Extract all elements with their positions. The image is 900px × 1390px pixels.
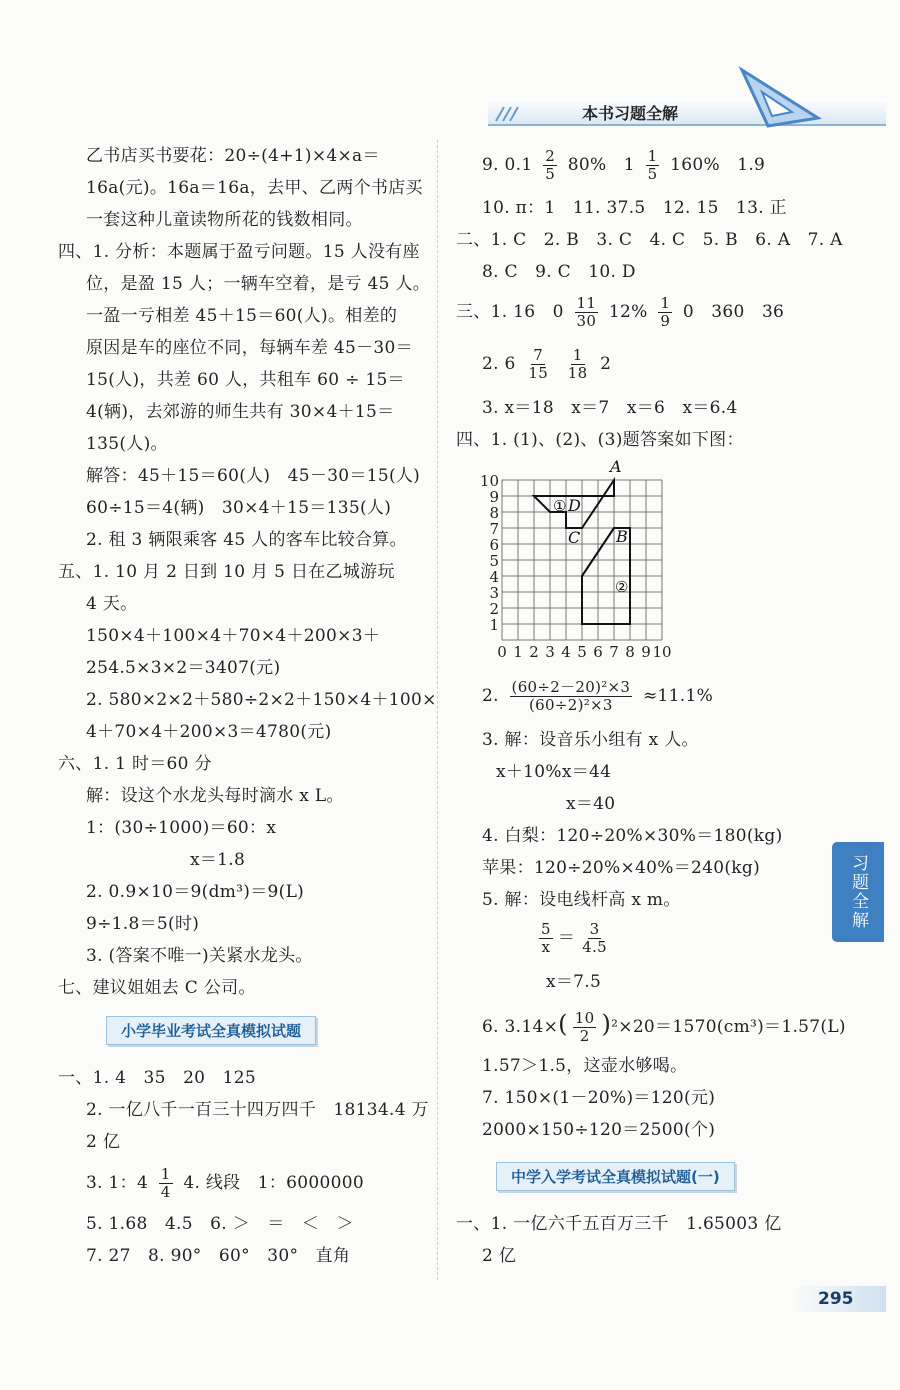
y-label: 4 (489, 568, 499, 586)
right-si-5-eq (534, 918, 614, 958)
y-label: 3 (489, 584, 499, 602)
right-q10: 10. π：1 11. 37.5 12. 15 13. 正 (482, 198, 787, 218)
y-label: 2 (489, 600, 499, 618)
x-label: 0 (497, 643, 507, 661)
page-number: 295 (818, 1289, 854, 1309)
left-line-17: 254.5×3×2＝3407(元) (86, 658, 281, 678)
left-line-20: 六、1. 1 时＝60 分 (58, 754, 212, 774)
point-label-c: C (568, 528, 581, 547)
fraction-3-4.5: $\frac{3}{4.5}$ (582, 920, 607, 956)
left-line-10: 135(人)。 (86, 434, 168, 454)
left-s3b: 4. 线段 1：6000000 (183, 1173, 364, 1193)
left-line-18: 2. 580×2×2＋580÷2×2＋150×4＋100× (86, 690, 437, 710)
fraction-one-quarter: $\frac{1}{4}$ (160, 1165, 171, 1201)
left-line-3: 一套这种儿童读物所花的钱数相同。 (86, 210, 363, 230)
set-square-icon (738, 66, 822, 134)
header-bar (488, 98, 886, 126)
right-si-2b: ≈11.1% (642, 686, 714, 706)
right-si-2 (482, 676, 713, 716)
right-q9-a: 9. 0.1 (482, 155, 533, 175)
shape-label-2: ② (615, 578, 629, 596)
column-divider (437, 140, 438, 1280)
x-label: 3 (545, 643, 555, 661)
right-si-4b: 苹果：120÷20%×40%＝240(kg) (482, 858, 761, 878)
x-label: 2 (529, 643, 539, 661)
left-line-5: 位，是盈 15 人；一辆车空着，是亏 45 人。 (86, 274, 431, 294)
right-si-3a: 3. 解：设音乐小组有 x 人。 (482, 730, 699, 750)
right-san-1c: 0 360 36 (682, 302, 785, 322)
left-line-26: 3. (答案不唯一)关紧水龙头。 (86, 946, 313, 966)
right-si-7a: 7. 150×(1－20%)＝120(元) (482, 1088, 716, 1108)
right-er-1: 二、1. C 2. B 3. C 4. C 5. B 6. A 7. A (456, 230, 843, 250)
y-label: 7 (489, 520, 499, 538)
left-line-19: 4＋70×4＋200×3＝4780(元) (86, 722, 332, 742)
right-si-4a: 4. 白梨：120÷20%×30%＝180(kg) (482, 826, 783, 846)
left-line-9: 4(辆)，去郊游的师生共有 30×4＋15＝ (86, 402, 395, 422)
side-tab-answers[interactable]: 习题全解 (832, 842, 884, 942)
x-label: 1 (513, 643, 523, 661)
right-san-1 (456, 292, 784, 332)
left-line-12: 60÷15＝4(辆) 30×4＋15＝135(人) (86, 498, 392, 518)
right-san-1b: 12% (608, 302, 648, 322)
left-line-16: 150×4＋100×4＋70×4＋200×3＋ (86, 626, 381, 646)
right-si-5b: x＝7.5 (546, 972, 602, 992)
point-label-d: D (568, 496, 581, 515)
left-s1: 一、1. 4 35 20 125 (58, 1068, 256, 1088)
x-axis-labels (497, 643, 671, 661)
section-title-graduation: 小学毕业考试全真模拟试题 (106, 1016, 316, 1045)
point-label-b: B (616, 527, 628, 546)
y-label: 5 (489, 552, 499, 570)
left-line-1: 乙书店买书要花：20÷(4+1)×4×a＝ (86, 146, 380, 166)
right-last-1: 一、1. 一亿六千五百万三千 1.65003 亿 (456, 1214, 782, 1234)
y-label: 1 (489, 616, 499, 634)
section-title-middle-school-1: 中学入学考试全真模拟试题(一) (496, 1162, 735, 1191)
y-label: 9 (489, 488, 499, 506)
coordinate-grid-diagram (470, 456, 690, 666)
left-line-8: 15(人)，共差 60 人，共租车 60 ÷ 15＝ (86, 370, 405, 390)
y-label: 6 (489, 536, 499, 554)
fraction-1-18: $\frac{1}{18}$ (567, 346, 588, 382)
right-si-3b: x＋10%x＝44 (496, 762, 612, 782)
left-line-23: x＝1.8 (190, 850, 246, 870)
left-line-24: 2. 0.9×10＝9(dm³)＝9(L) (86, 882, 305, 902)
left-line-22: 1：(30÷1000)＝60：x (86, 818, 277, 838)
x-label: 5 (577, 643, 587, 661)
fraction-1-9: $\frac{1}{9}$ (660, 294, 671, 330)
left-line-11: 解答：45＋15＝60(人) 45－30＝15(人) (86, 466, 421, 486)
right-san-1a: 三、1. 16 0 (456, 302, 564, 322)
right-si-6c: 1.57＞1.5，这壶水够喝。 (482, 1056, 688, 1076)
right-si-2a: 2. (482, 686, 499, 706)
x-label: 7 (609, 643, 619, 661)
right-si-1: 四、1. (1)、(2)、(3)题答案如下图： (456, 430, 744, 450)
left-line-2: 16a(元)。16a＝16a，去甲、乙两个书店买 (86, 178, 423, 198)
right-last-2: 2 亿 (482, 1246, 517, 1266)
right-san-3: 3. x＝18 x＝7 x＝6 x＝6.4 (482, 398, 738, 418)
shape-label-1: ① (553, 497, 567, 515)
fraction-percent-formula: $\frac{\text{(60÷2－20)²×3}}{\text{(60÷2)²×3}}$ (511, 678, 631, 714)
right-san-2a: 2. 6 (482, 354, 516, 374)
left-line-25: 9÷1.8＝5(时) (86, 914, 200, 934)
x-label: 4 (561, 643, 571, 661)
y-label: 10 (479, 472, 499, 490)
right-si-3c: x＝40 (566, 794, 616, 814)
fraction-2-5: $\frac{2}{5}$ (545, 147, 556, 183)
left-s3 (86, 1166, 364, 1201)
fraction-11-30: $\frac{11}{30}$ (576, 294, 597, 330)
point-label-a: A (610, 457, 622, 476)
right-si-6: 6. 3.14×( $\frac{10}{2}$ )²×20＝1570(cm³)＝1.57(L) (482, 1009, 846, 1045)
header-title: 本书习题全解 (582, 104, 679, 123)
left-s3a: 3. 1：4 (86, 1173, 149, 1193)
left-line-27: 七、建议姐姐去 C 公司。 (58, 978, 256, 998)
left-line-6: 一盈一亏相差 45＋15＝60(人)。相差的 (86, 306, 398, 326)
header-stripes (492, 104, 524, 126)
left-line-15: 4 天。 (86, 594, 138, 614)
equals-sign: ＝ (557, 928, 576, 948)
left-s2a: 2. 一亿八千一百三十四万四千 18134.4 万 (86, 1100, 429, 1120)
left-s5: 5. 1.68 4.5 6. ＞ ＝ ＜ ＞ (86, 1214, 354, 1234)
left-s7: 7. 27 8. 90° 60° 30° 直角 (86, 1246, 351, 1266)
right-si-6b: ²×20＝1570(cm³)＝1.57(L) (611, 1017, 846, 1037)
right-si-6a: 6. 3.14× (482, 1017, 559, 1037)
right-q9 (482, 146, 765, 184)
right-q9-c: 160% 1.9 (670, 155, 766, 175)
left-line-4: 四、1. 分析：本题属于盈亏问题。15 人没有座 (58, 242, 420, 262)
x-label: 9 (641, 643, 651, 661)
fraction-10-2: $\frac{10}{2}$ (574, 1009, 595, 1045)
x-label: 8 (625, 643, 635, 661)
fraction-7-15: $\frac{7}{15}$ (528, 346, 549, 382)
right-er-2: 8. C 9. C 10. D (482, 262, 636, 282)
y-axis-labels (480, 472, 499, 634)
left-line-14: 五、1. 10 月 2 日到 10 月 5 日在乙城游玩 (58, 562, 395, 582)
x-label: 6 (593, 643, 603, 661)
right-san-2b: 2 (600, 354, 612, 374)
left-line-7: 原因是车的座位不同，每辆车差 45－30＝ (86, 338, 413, 358)
left-line-13: 2. 租 3 辆限乘客 45 人的客车比较合算。 (86, 530, 407, 550)
fraction-5-x: $\frac{5}{x}$ (541, 920, 551, 956)
x-label: 10 (652, 643, 672, 661)
right-si-7b: 2000×150÷120＝2500(个) (482, 1120, 716, 1140)
fraction-1-5: $\frac{1}{5}$ (647, 147, 658, 183)
right-q9-b: 80% 1 (567, 155, 635, 175)
left-line-21: 解：设这个水龙头每时滴水 x L。 (86, 786, 344, 806)
right-si-5a: 5. 解：设电线杆高 x m。 (482, 890, 681, 910)
right-san-2 (482, 344, 611, 384)
left-s2b: 2 亿 (86, 1132, 121, 1152)
y-label: 8 (489, 504, 499, 522)
